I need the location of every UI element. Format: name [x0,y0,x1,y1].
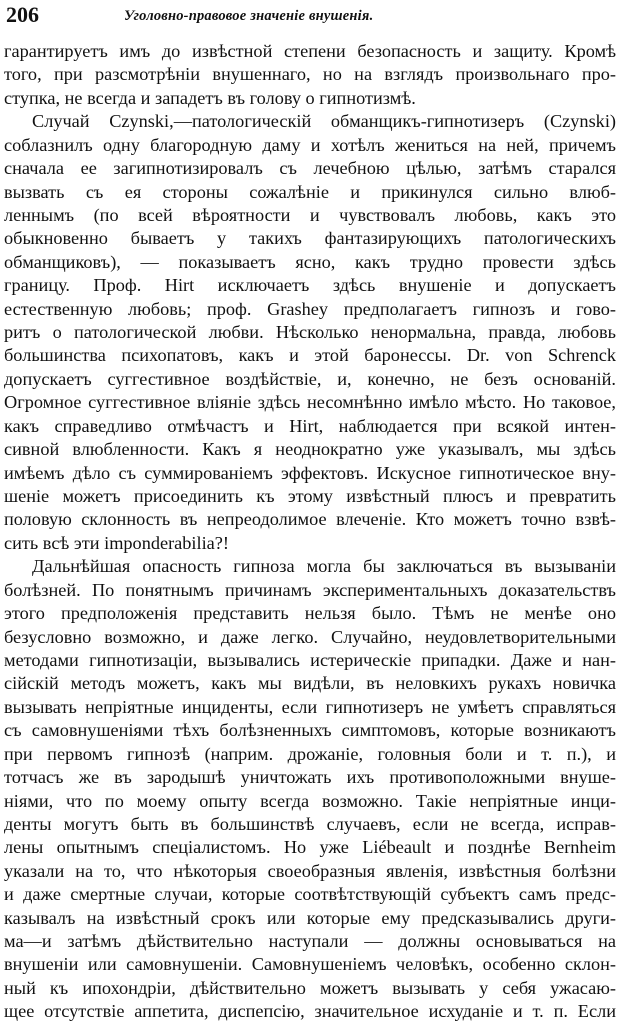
page-header [6,2,614,28]
body-text [4,40,616,1024]
paragraph [4,555,616,1023]
text-line: Огромное суггестивное вліяніе здѣсь несомнѣнно имѣло мѣсто. Но таковое, [4,392,616,413]
text-line: ма—и затѣмъ дѣйствительно наступали — должны основываться на [4,931,616,952]
text-line: казывалъ на извѣстный срокъ или которые ему предсказывались други- [4,907,616,928]
text-line: обманщиковъ), — показываетъ ясно, какъ трудно провести здѣсь [4,251,616,272]
text-line: границу. Проф. Hirt исключаетъ здѣсь внушеніе и допускаетъ [4,275,616,296]
text-line: соблазнилъ одну благородную даму и хотѣлъ жениться на ней, причемъ [4,134,616,155]
text-line: большинства психопатовъ, какъ и этой баронессы. Dr. von Schrenck [4,345,616,366]
text-line: сить всѣ эти imponderabilia?! [4,532,229,553]
text-line: денты могутъ быть въ большинствѣ случаевъ, если не всегда, исправ- [4,813,616,834]
text-line: и даже смертные случаи, которые соотвѣтствующій субъектъ самъ предс- [4,884,616,905]
text-line: сійскій методъ можетъ, какъ мы видѣли, въ неловкихъ рукахъ новичка [4,673,616,694]
page-number: 206 [6,2,39,27]
text-line: имѣемъ дѣло съ суммированіемъ эффектовъ. Искусное гипнотическое вну- [4,462,616,483]
text-line: щее отсутствіе аппетита, диспепсію, значительное исхуданіе и т. п. Если [4,1001,616,1022]
running-head: Уголовно-правовое значеніе внушенія. [124,8,374,24]
text-line: сивной влюбленности. Какъ я неоднократно уже указывалъ, мы здѣсь [4,439,616,460]
text-line: внушеніи или самовнушеніи. Самовнушеніемъ человѣкъ, особенно склон- [4,954,616,975]
text-line: при первомъ гипнозѣ (наприм. дрожаніе, головныя боли и т. п.), и [4,743,616,764]
text-line: вызывать непріятные инциденты, если гипнотизеръ не умѣетъ справляться [4,696,616,717]
text-line: гарантируетъ имъ до извѣстной степени безопасность и защиту. Кромѣ [4,41,616,61]
text-line: тотчасъ же въ зародышѣ уничтожать ихъ противоположными внуше- [4,767,616,788]
text-line: указали на то, что нѣкоторыя своеобразныя явленія, извѣстныя болѣзни [4,860,616,881]
text-line: шеніе можетъ присоединить къ этому извѣстный плюсъ и превратить [4,486,616,507]
text-line: вызвать съ ея стороны сожалѣніе и прикинулся сильно влюб- [4,181,616,202]
text-line: обыкновенно бываетъ у такихъ фантазирующихъ патологическихъ [4,228,616,249]
paragraph [4,40,616,110]
text-line: ступка, не всегда и западетъ въ голову о гипнотизмѣ. [4,87,416,108]
text-line: половую склонность въ непреодолимое влеченіе. Кто можетъ точно взвѣ- [4,509,616,530]
text-line: Случай Czynski,—патологическій обманщикъ-гипнотизеръ (Czynski) [32,111,616,132]
text-line: ритъ о патологической любви. Нѣсколько ненормальна, правда, любовь [4,322,616,343]
paragraph [4,110,616,555]
text-line: методами гипнотизаціи, вызывались истерическіе припадки. Даже и нан- [4,649,616,670]
text-line: естественную любовь; проф. Grashey предполагаетъ гипнозъ и гово- [4,298,616,319]
text-line: ніями, что по моему опыту всегда возможно. Такіе непріятные инци- [4,790,616,811]
text-line: какъ справедливо отмѣчастъ и Hirt, наблюдается при всякой интен- [4,415,616,436]
text-line: болѣзней. По понятнымъ причинамъ экспериментальныхъ доказательствъ [4,579,616,600]
text-line: этого предположенія представить нельзя было. Тѣмъ не менѣе оно [4,603,616,624]
text-line: безусловно возможно, и даже легко. Случайно, неудовлетворительными [4,626,616,647]
text-line: Дальнѣйшая опасность гипноза могла бы заключаться въ вызываніи [32,556,616,577]
text-line: съ самовнушеніями тѣхъ болѣзненныхъ симптомовъ, которые возникаютъ [4,720,616,741]
text-line: допускаетъ суггестивное воздѣйствіе, и, конечно, не безъ основаній. [4,368,616,389]
text-line: лены опытнымъ спеціалистомъ. Но уже Liébeault и позднѣе Bernheim [4,837,616,858]
text-line: леннымъ (по всей вѣроятности и чувствовалъ любовь, какъ это [4,204,616,225]
text-line: сначала ее загипнотизировалъ съ лечебною цѣлью, затѣмъ старался [4,158,616,179]
text-line: ный къ ипохондріи, дѣйствительно можетъ вызывать у себя ужасаю- [4,977,616,998]
text-line: того, при разсмотрѣніи внушеннаго, но на взглядъ произвольнаго про- [4,64,616,85]
